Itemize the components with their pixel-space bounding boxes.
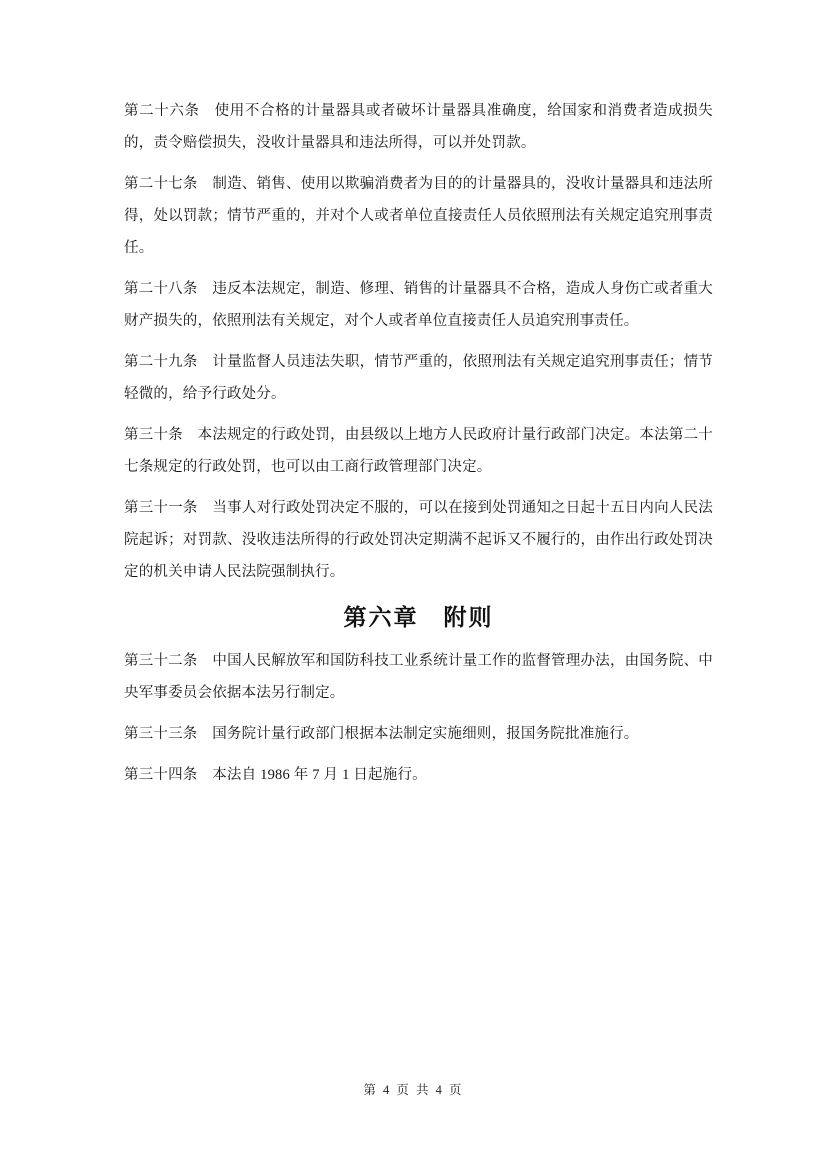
article-27: 第二十七条 制造、销售、使用以欺骗消费者为目的的计量器具的，没收计量器具和违法所得，处以罚款；情节严重的，并对个人或者单位直接责任人员依照刑法有关规定追究刑事责任。 [124,176,713,256]
article-28: 第二十八条 违反本法规定，制造、修理、销售的计量器具不合格，造成人身伤亡或者重大财产损失的，依照刑法有关规定，对个人或者单位直接责任人员追究刑事责任。 [124,281,713,329]
article-34: 第三十四条 本法自 1986 年 7 月 1 日起施行。 [124,767,427,783]
article-31: 第三十一条 当事人对行政处罚决定不服的，可以在接到处罚通知之日起十五日内向人民法院起诉；对罚款、没收违法所得的行政处罚决定期满不起诉又不履行的，由作出行政处罚决定的机关申请人民法院强制执行。 [124,500,713,580]
chapter-heading: 第六章 附则 [343,604,494,630]
document-content [124,95,713,800]
page-number-footer: 第 4 页 共 4 页 [363,1083,464,1097]
article-33: 第三十三条 国务院计量行政部门根据本法制定实施细则，报国务院批准施行。 [124,726,639,742]
article-30: 第三十条 本法规定的行政处罚，由县级以上地方人民政府计量行政部门决定。本法第二十七条规定的行政处罚，也可以由工商行政管理部门决定。 [124,427,713,475]
article-29: 第二十九条 计量监督人员违法失职，情节严重的，依照刑法有关规定追究刑事责任；情节轻微的，给予行政处分。 [124,354,713,402]
article-26: 第二十六条 使用不合格的计量器具或者破坏计量器具准确度，给国家和消费者造成损失的，责令赔偿损失，没收计量器具和违法所得，可以并处罚款。 [124,103,713,151]
article-32: 第三十二条 中国人民解放军和国防科技工业系统计量工作的监督管理办法，由国务院、中央军事委员会依据本法另行制定。 [124,653,713,701]
